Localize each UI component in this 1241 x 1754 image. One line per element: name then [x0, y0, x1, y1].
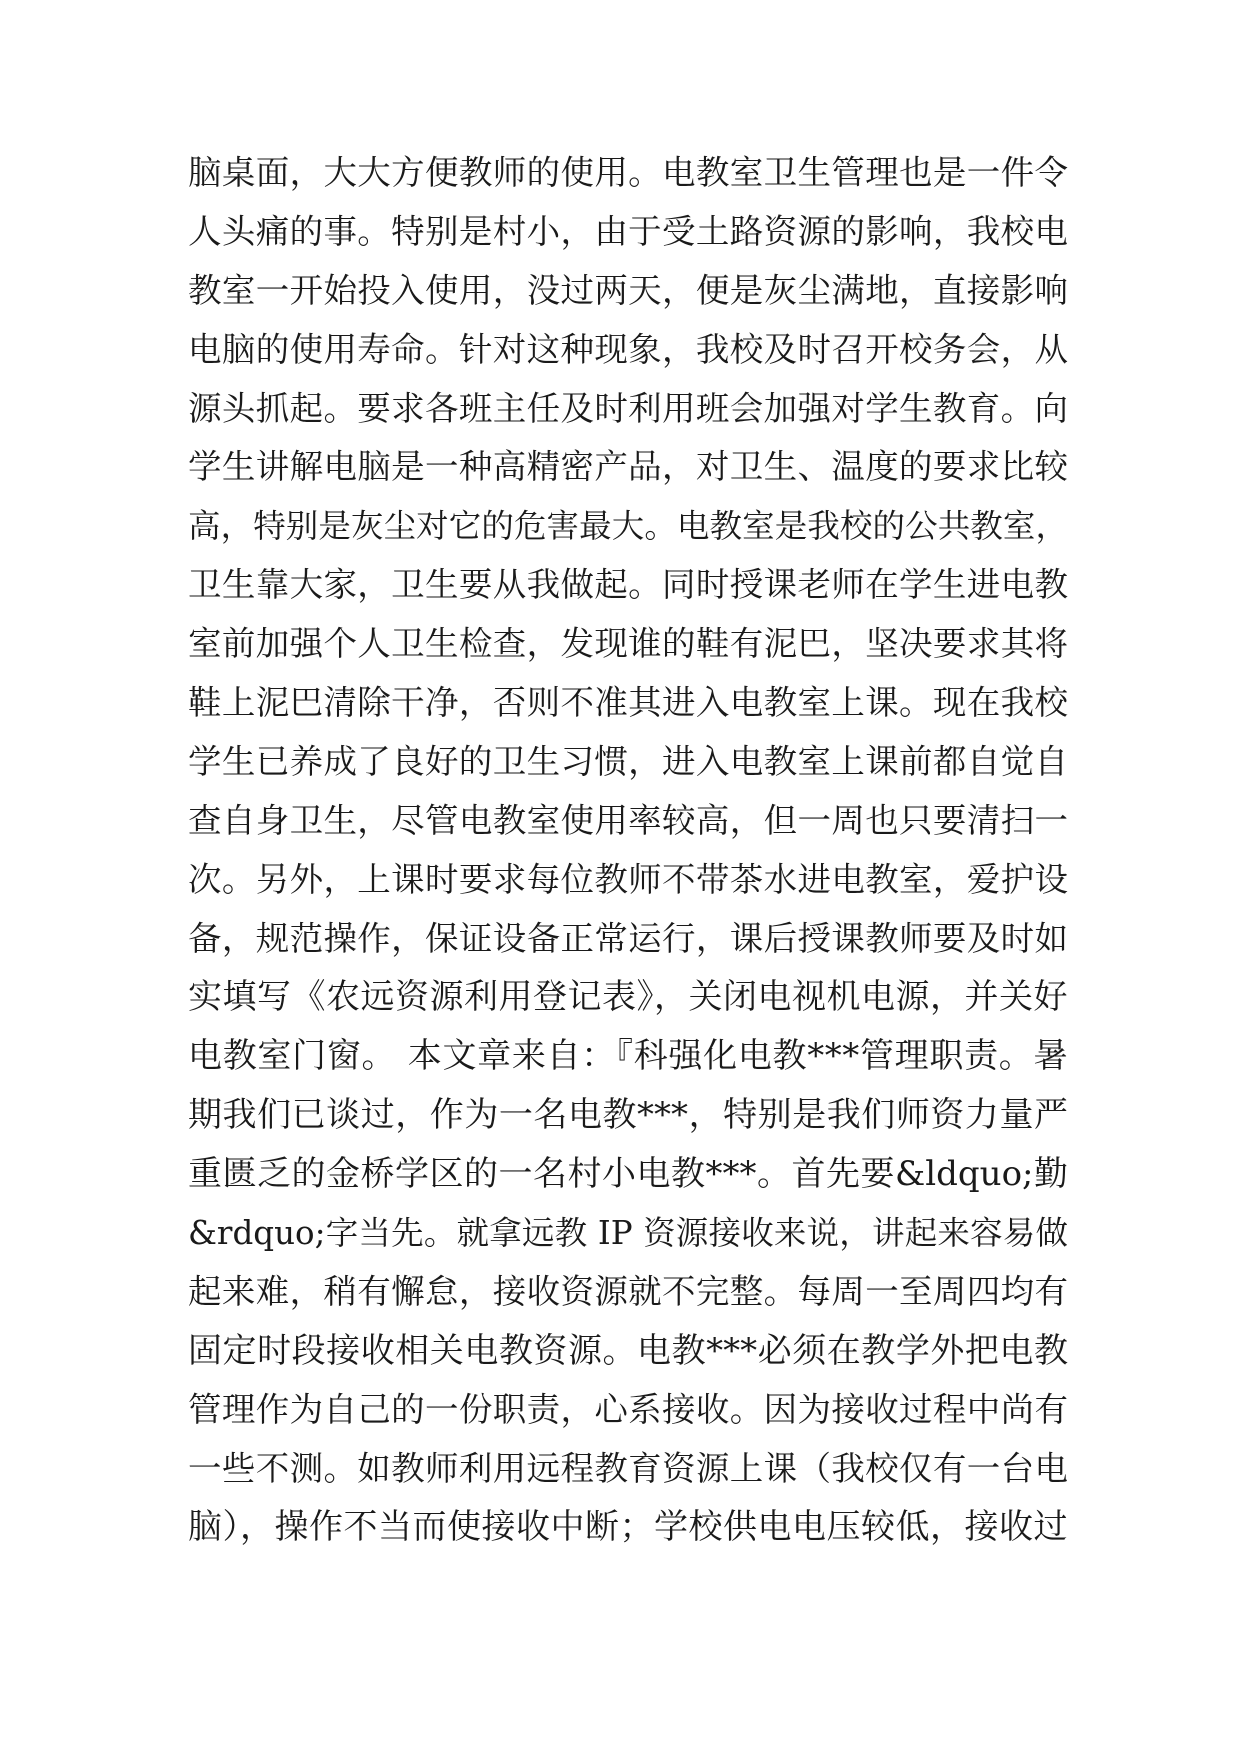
text-line: 实填写《农远资源利用登记表》，关闭电视机电源，并关好 [188, 977, 1068, 1018]
text-line: 脑桌面，大大方便教师的使用。电教室卫生管理也是一件令 [188, 153, 1068, 192]
text-line: 电脑的使用寿命。针对这种现象，我校及时召开校务会，从 [188, 329, 1068, 369]
text-line: 查自身卫生，尽管电教室使用率较高，但一周也只要清扫一 [188, 800, 1068, 840]
text-line: 脑），操作不当而使接收中断；学校供电电压较低，接收过 [188, 1507, 1068, 1548]
text-line: 学生讲解电脑是一种高精密产品，对卫生、温度的要求比较 [188, 447, 1068, 487]
text-line: 重匮乏的金桥学区的一名村小电教***。首先要&ldquo;勤 [188, 1154, 1068, 1195]
text-line: 起来难，稍有懈怠，接收资源就不完整。每周一至周四均有 [188, 1271, 1068, 1311]
text-line: 卫生靠大家，卫生要从我做起。同时授课老师在学生进电教 [188, 565, 1068, 605]
text-line: 电教室门窗。 本文章来自：『科强化电教***管理职责。暑 [188, 1036, 1068, 1077]
text-line: 次。另外，上课时要求每位教师不带茶水进电教室，爱护设 [188, 859, 1068, 899]
text-line: 教室一开始投入使用，没过两天，便是灰尘满地，直接影响 [188, 270, 1068, 310]
text-line: 备，规范操作，保证设备正常运行，课后授课教师要及时如 [188, 918, 1068, 958]
text-line: 人头痛的事。特别是村小，由于受土路资源的影响，我校电 [188, 211, 1068, 251]
text-line: 期我们已谈过，作为一名电教***，特别是我们师资力量严 [188, 1095, 1068, 1136]
text-line: 鞋上泥巴清除干净，否则不准其进入电教室上课。现在我校 [188, 683, 1068, 723]
text-line: 高，特别是灰尘对它的危害最大。电教室是我校的公共教室， [188, 507, 1068, 546]
text-line: 一些不测。如教师利用远程教育资源上课（我校仅有一台电 [188, 1448, 1068, 1488]
text-line: &rdquo;字当先。就拿远教 IP 资源接收来说，讲起来容易做 [188, 1214, 1068, 1253]
text-line: 室前加强个人卫生检查，发现谁的鞋有泥巴，坚决要求其将 [188, 624, 1068, 664]
text-line: 源头抓起。要求各班主任及时利用班会加强对学生教育。向 [188, 388, 1068, 428]
body-text [188, 144, 1068, 1557]
text-line: 固定时段接收相关电教资源。电教***必须在教学外把电教 [188, 1330, 1068, 1371]
text-line: 管理作为自己的一份职责，心系接收。因为接收过程中尚有 [188, 1389, 1068, 1429]
text-line: 学生已养成了良好的卫生习惯，进入电教室上课前都自觉自 [188, 741, 1068, 781]
